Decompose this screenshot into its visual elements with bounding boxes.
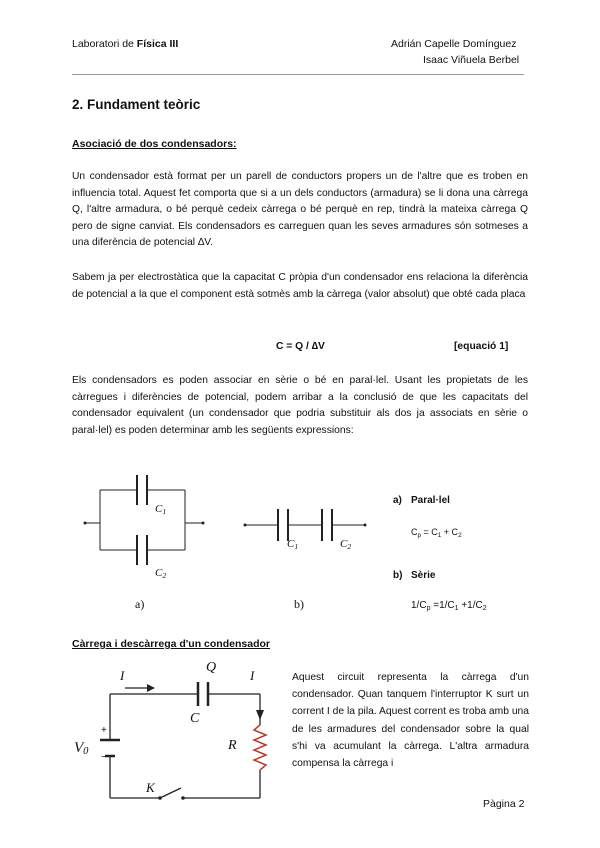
list-label-parallel: Paral·lel (411, 495, 450, 506)
equation: C = Q / ∆V (276, 341, 325, 352)
label-capacitor-c: C (190, 711, 200, 726)
subsection-title-charging: Càrrega i descàrrega d'un condensador (72, 638, 270, 650)
figure-label-b: b) (294, 597, 304, 611)
paragraph-charging: Aquest circuit representa la càrrega d'un condensador. Quan tanquem l'interruptor K surt un corrent I de la pila. Aquest corrent es troba amb una de les armadures del condensador sobre la qual s'hi va acumulant la càrrega. L'altra armadura compensa la càrrega i (292, 672, 529, 770)
label-c1-parallel: $C_1$ (155, 503, 167, 516)
list-marker-b: b) (393, 570, 403, 581)
paragraph-association: Els condensadors es poden associar en sèrie o bé en paral·lel. Usant les propietats de les càrregues i diferències de potencial, podem arribar a la conclusió de que les capacitats del condensador equivalent (un condensador que podria substituir als dos ja associats en sèrie o paral·lel) es poden determinar amb les següents expressions: (72, 375, 528, 436)
label-current-right: I (250, 668, 255, 683)
page-number: Pàgina 2 (483, 798, 525, 810)
figure-label-a: a) (135, 597, 145, 611)
label-c1-series: $C_1$ (287, 538, 299, 551)
paragraph-capacitance: Sabem ja per electrostàtica que la capacitat C pròpia d'un condensador ens relaciona la diferència de potencial a la que el component està sotmès amb la càrrega (valor absolut) que obté cada placa (72, 272, 528, 300)
list-label-series: Sèrie (411, 570, 436, 581)
battery-minus-sign: − (101, 752, 107, 763)
label-resistor-r: R (228, 738, 237, 753)
rc-circuit-diagram (95, 670, 275, 810)
subsection-title-association: Asociació de dos condensadors: (72, 138, 237, 150)
list-marker-a: a) (393, 495, 402, 506)
formula-series: $1/C_p =1/C_1 +1/C_2$ (411, 600, 487, 612)
paragraph-capacitor-definition: Un condensador està format per un parell de conductors propers un de l'altre que es troben en influencia total. Aquest fet comporta que si a un dels conductors (armadura) se li dona una càrrega Q, l'altre armadura, o bé perquè cedeix càrrega o bé perquè en rep, tindrà la mateixa càrrega Q pero de signe canviat. Els condensadors es carreguen quan les seves armadures són sotmeses a una diferència de potencial ∆V. (72, 171, 528, 249)
label-switch-k: K (146, 780, 155, 795)
label-charge-q: Q (206, 660, 217, 675)
label-c2-series: $C_2$ (340, 538, 352, 551)
battery-plus-sign: + (101, 725, 107, 736)
header-rule (72, 74, 524, 75)
label-current-left: I (120, 668, 125, 683)
section-title: 2. Fundament teòric (72, 97, 201, 112)
header-author-1: Adrián Capelle Domínguez (391, 38, 517, 50)
header-lab: Laboratori de Física III (72, 38, 179, 50)
equation-label: [equació 1] (454, 341, 509, 352)
series-circuit-diagram (240, 505, 375, 545)
formula-parallel: $C_p = C_1 + C_2$ (411, 527, 462, 539)
header-author-2: Isaac Viñuela Berbel (423, 54, 520, 66)
label-c2-parallel: $C_2$ (155, 567, 167, 580)
label-voltage-v0: $V_0$ (74, 740, 89, 757)
parallel-circuit-diagram (80, 465, 215, 590)
